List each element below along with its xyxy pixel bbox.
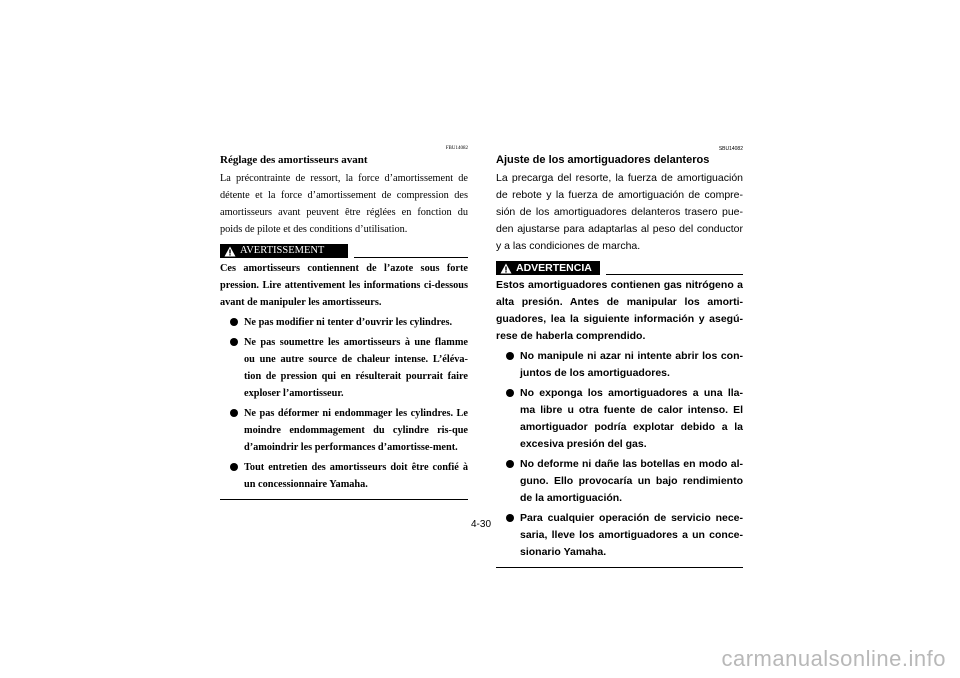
bullet-icon	[230, 318, 238, 326]
section-end-rule	[220, 499, 468, 500]
spanish-column	[496, 146, 743, 568]
french-column	[220, 146, 468, 500]
warning-rule	[606, 261, 743, 275]
warning-label: ADVERTENCIA	[516, 262, 592, 274]
warning-badge	[220, 244, 348, 258]
section-title: Réglage des amortisseurs avant	[220, 154, 368, 166]
bullet-icon	[506, 514, 514, 522]
intro-paragraph: La précontrainte de ressort, la force d’amortissement de détente et la force d’amortissement de compression des amortisseurs avant peuvent être réglées en fonction du poids de pilote et des conditions d’utilisation.	[220, 173, 468, 235]
section-end-rule	[496, 567, 743, 568]
list-item: Ne pas soumettre les amortisseurs à une flamme ou une autre source de chaleur intense. L’éléva-tion de pression qui en résulterait pourrait faire exploser l’amortisseur.	[220, 334, 468, 402]
list-item: Ne pas déformer ni endommager les cylindres. Le moindre endommagement du cylindre ris-que d’amoindrir les performances d’amortisse-ment.	[220, 405, 468, 456]
bullet-icon	[506, 460, 514, 468]
warning-triangle-icon	[224, 246, 236, 257]
list-item: No exponga los amortiguadores a una lla-ma libre u otra fuente de calor intenso. El amortiguador podría explotar debido a la excesiva presión del gas.	[496, 385, 743, 453]
warning-text: Estos amortiguadores contienen gas nitrógeno a alta presión. Antes de manipular los amorti-guadores, lea la siguiente información y asegú-rese de haberla comprendido.	[496, 279, 743, 342]
list-item: No deforme ni dañe las botellas en modo al-guno. Ello provocaría un bajo rendimiento de la amortiguación.	[496, 456, 743, 507]
warning-label: AVERTISSEMENT	[240, 245, 325, 256]
section-code: SBU14082	[718, 146, 743, 152]
bullet-icon	[506, 389, 514, 397]
watermark-text: carmanualsonline.info	[721, 646, 946, 671]
list-item: Para cualquier operación de servicio nece-saria, lleve los amortiguadores a un conce-sionario Yamaha.	[496, 510, 743, 561]
bullet-icon	[506, 352, 514, 360]
warning-bullet-list	[220, 314, 468, 493]
list-item: No manipule ni azar ni intente abrir los con-juntos de los amortiguadores.	[496, 348, 743, 382]
intro-paragraph: La precarga del resorte, la fuerza de amortiguación de rebote y la fuerza de amortiguación de compre-sión de los amortiguadores delanteros trasero pue-den ajustarse para adaptarlas al peso del conductor y a las condiciones de marcha.	[496, 172, 743, 252]
bullet-icon	[230, 463, 238, 471]
warning-triangle-icon	[500, 263, 512, 274]
warning-header	[220, 244, 468, 258]
list-item: Ne pas modifier ni tenter d’ouvrir les cylindres.	[220, 314, 468, 331]
list-item: Tout entretien des amortisseurs doit être confié à un concessionnaire Yamaha.	[220, 459, 468, 493]
warning-text: Ces amortisseurs contiennent de l’azote sous forte pression. Lire attentivement les informations ci-dessous avant de manipuler les amortisseurs.	[220, 263, 468, 308]
warning-rule	[354, 244, 468, 258]
section-code: FBU14082	[445, 146, 468, 151]
section-title: Ajuste de los amortiguadores delanteros	[496, 154, 710, 166]
warning-bullet-list	[496, 348, 743, 561]
bullet-icon	[230, 338, 238, 346]
warning-header	[496, 261, 743, 275]
page-number: 4-30	[470, 519, 491, 530]
warning-badge	[496, 261, 600, 275]
bullet-icon	[230, 409, 238, 417]
